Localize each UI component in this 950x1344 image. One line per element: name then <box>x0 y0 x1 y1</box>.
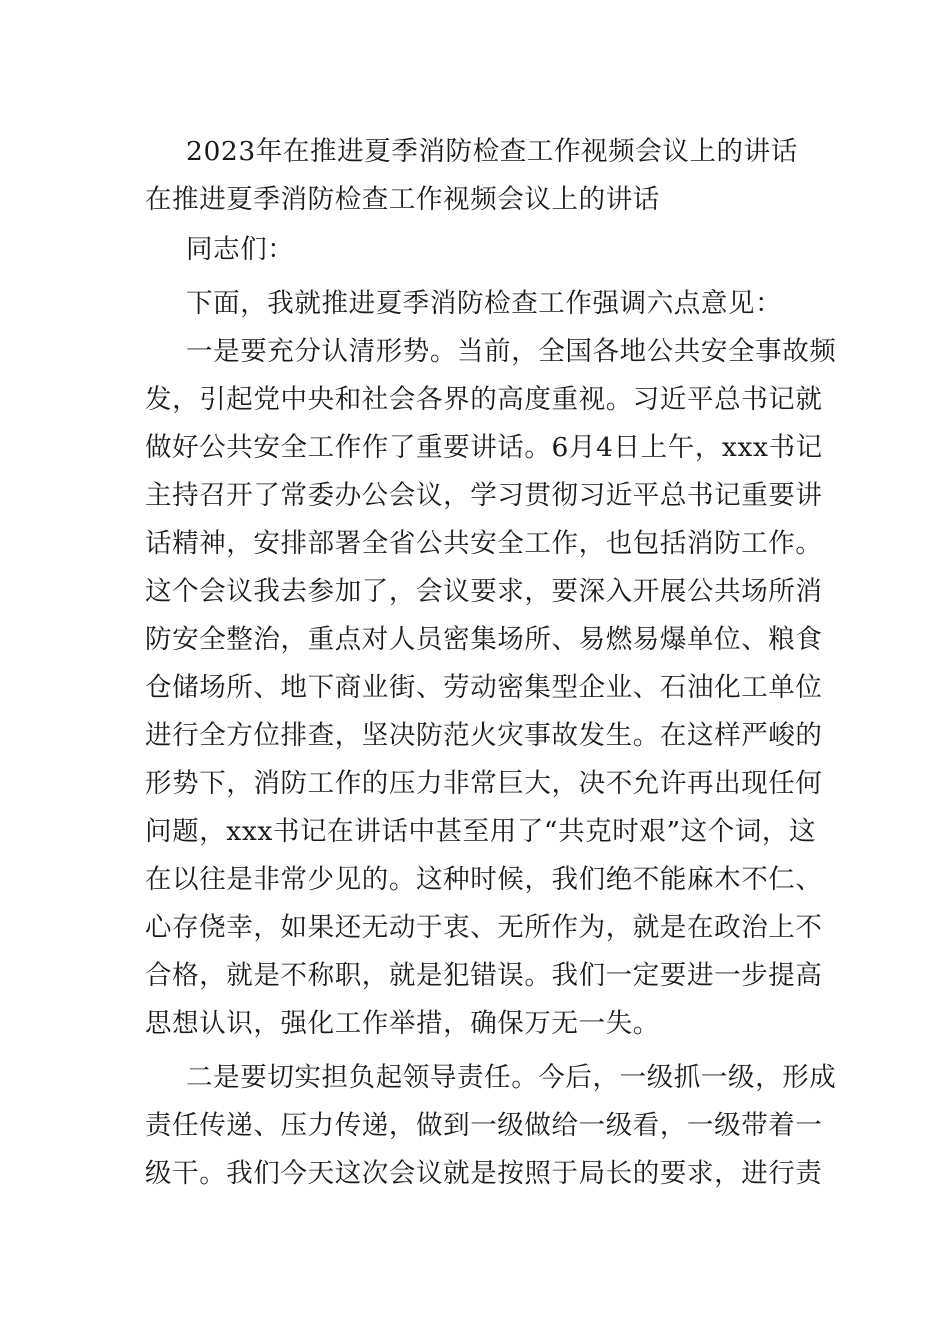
paragraph-1-line: 话精神，安排部署全省公共安全工作，也包括消防工作。 <box>145 528 823 559</box>
intro-paragraph: 下面，我就推进夏季消防检查工作强调六点意见： <box>186 288 783 319</box>
paragraph-1-line: 仓储场所、地下商业街、劳动密集型企业、石油化工单位 <box>145 672 823 703</box>
paragraph-1 <box>145 328 837 1048</box>
paragraph-1-line: 一是要充分认清形势。当前，全国各地公共安全事故频 <box>186 336 837 367</box>
paragraph-2-line: 二是要切实担负起领导责任。今后，一级抓一级，形成 <box>186 1062 837 1093</box>
salutation: 同志们： <box>186 234 295 265</box>
paragraph-1-line: 问题，xxx书记在讲话中甚至用了“共克时艰”这个词，这 <box>145 816 817 847</box>
paragraph-2-line: 级干。我们今天这次会议就是按照于局长的要求，进行责 <box>145 1158 823 1189</box>
paragraph-1-line: 防安全整治，重点对人员密集场所、易燃易爆单位、粮食 <box>145 624 823 655</box>
paragraph-1-line: 进行全方位排查，坚决防范火灾事故发生。在这样严峻的 <box>145 720 823 751</box>
paragraph-2-line: 责任传递、压力传递，做到一级做给一级看，一级带着一 <box>145 1110 823 1141</box>
paragraph-1-line: 主持召开了常委办公会议，学习贯彻习近平总书记重要讲 <box>145 480 823 511</box>
document-subtitle: 在推进夏季消防检查工作视频会议上的讲话 <box>145 184 660 215</box>
paragraph-1-line: 思想认识，强化工作举措，确保万无一失。 <box>145 1008 660 1039</box>
document-body <box>145 128 837 1198</box>
paragraph-1-line: 做好公共安全工作作了重要讲话。6月4日上午，xxx书记 <box>145 432 823 463</box>
paragraph-2 <box>145 1054 837 1198</box>
paragraph-1-line: 在以往是非常少见的。这种时候，我们绝不能麻木不仁、 <box>145 864 823 895</box>
paragraph-1-line: 心存侥幸，如果还无动于衷、无所作为，就是在政治上不 <box>145 912 823 943</box>
paragraph-1-line: 这个会议我去参加了，会议要求，要深入开展公共场所消 <box>145 576 823 607</box>
document-title: 2023年在推进夏季消防检查工作视频会议上的讲话 <box>186 136 798 167</box>
paragraph-1-line: 形势下，消防工作的压力非常巨大，决不允许再出现任何 <box>145 768 823 799</box>
paragraph-1-line: 发，引起党中央和社会各界的高度重视。习近平总书记就 <box>145 384 823 415</box>
paragraph-1-line: 合格，就是不称职，就是犯错误。我们一定要进一步提高 <box>145 960 823 991</box>
